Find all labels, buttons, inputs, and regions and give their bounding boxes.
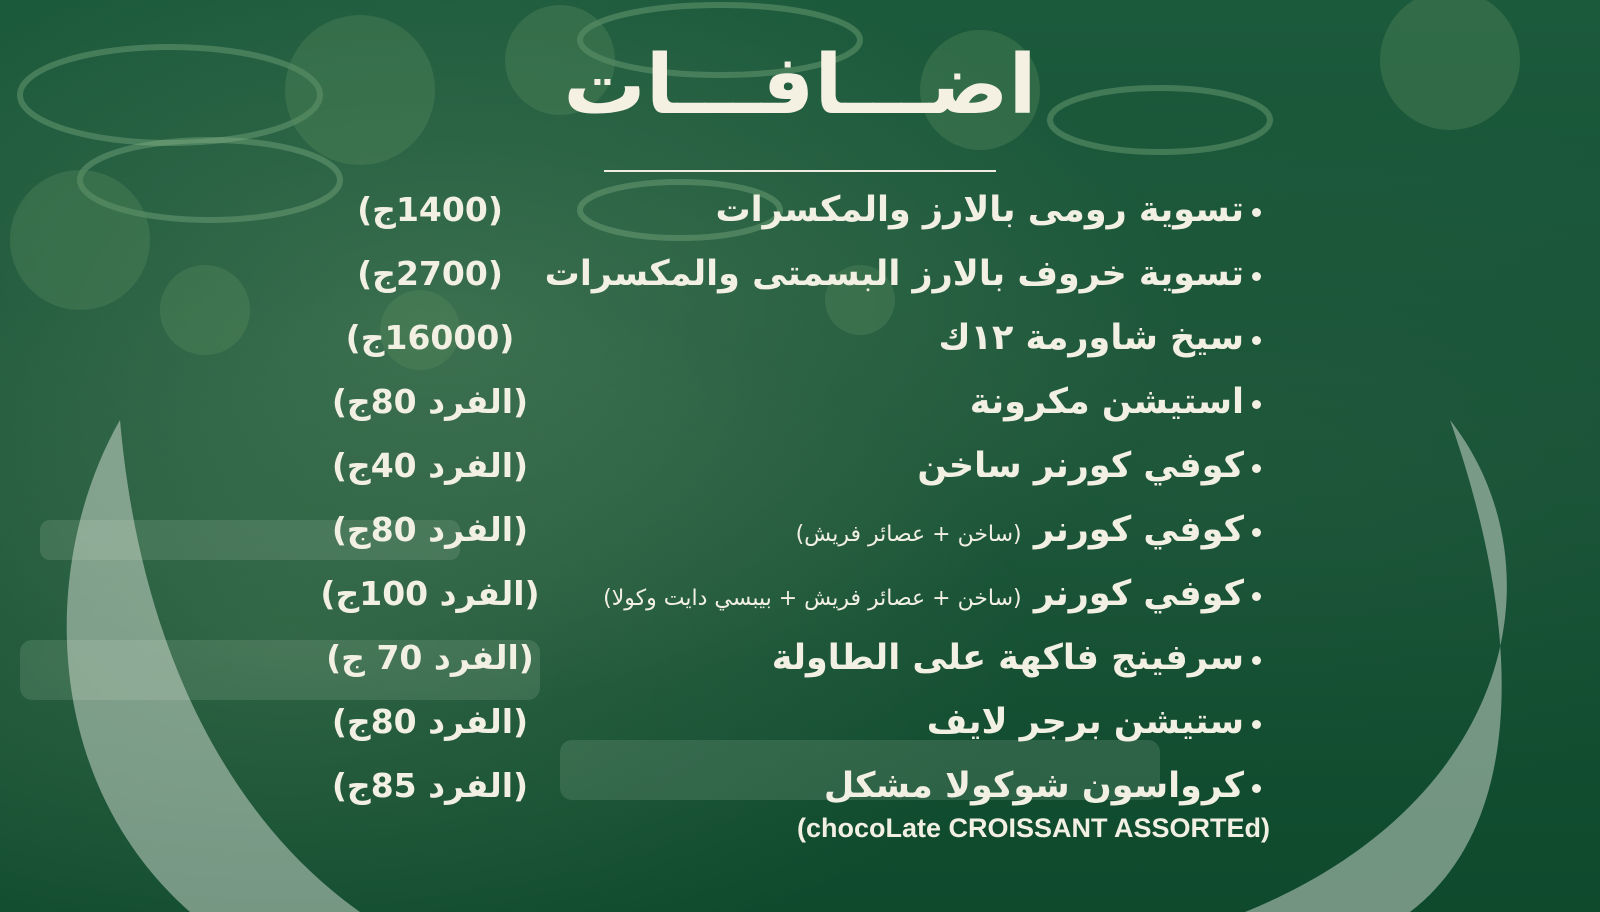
- item-price: (الفرد 40ج): [331, 446, 529, 485]
- item-name: سرفينج فاكهة على الطاولة: [771, 638, 1244, 678]
- bullet-icon: [1252, 400, 1261, 409]
- menu-item: [0, 632, 1600, 688]
- item-price: (الفرد 80ج): [331, 510, 529, 549]
- menu-item: [0, 504, 1600, 560]
- item-name: تسوية رومى بالارز والمكسرات: [715, 190, 1244, 230]
- item-price: (16000ج): [345, 318, 515, 357]
- item-price: (2700ج): [357, 254, 503, 293]
- menu-item: [0, 760, 1600, 816]
- item-detail: (ساخن + عصائر فريش): [795, 522, 1022, 547]
- menu-item: [0, 440, 1600, 496]
- bullet-icon: [1252, 208, 1261, 217]
- item-price: (1400ج): [357, 190, 503, 229]
- item-price: (الفرد 70 ج): [326, 638, 534, 677]
- menu-item: [0, 184, 1600, 240]
- bullet-icon: [1252, 784, 1261, 793]
- bullet-icon: [1252, 656, 1261, 665]
- page-title: اضـــافـــات: [563, 38, 1037, 133]
- menu-item: [0, 696, 1600, 752]
- menu-item: [0, 568, 1600, 624]
- croissant-english-note: (chocoLate CROISSANT ASSORTEd): [796, 813, 1270, 843]
- bullet-icon: [1252, 720, 1261, 729]
- bullet-icon: [1252, 464, 1261, 473]
- item-name: كوفي كورنر (ساخن + عصائر فريش + بيبسي دايت وكولا): [603, 574, 1244, 614]
- item-name: كوفي كورنر ساخن: [917, 446, 1244, 486]
- bullet-icon: [1252, 528, 1261, 537]
- item-price: (الفرد 80ج): [331, 382, 529, 421]
- item-price: (الفرد 80ج): [331, 702, 529, 741]
- item-name: استيشن مكرونة: [969, 382, 1244, 422]
- menu-item: [0, 312, 1600, 368]
- item-detail: (ساخن + عصائر فريش + بيبسي دايت وكولا): [603, 586, 1022, 611]
- title-divider: [604, 170, 996, 172]
- bullet-icon: [1252, 272, 1261, 281]
- bullet-icon: [1252, 592, 1261, 601]
- menu-item: [0, 376, 1600, 432]
- item-name: كرواسون شوكولا مشكل: [823, 766, 1244, 806]
- bullet-icon: [1252, 336, 1261, 345]
- item-name: تسوية خروف بالارز البسمتى والمكسرات: [544, 254, 1244, 294]
- item-name: ستيشن برجر لايف: [926, 702, 1244, 742]
- item-price: (الفرد 85ج): [331, 766, 529, 805]
- item-name: كوفي كورنر (ساخن + عصائر فريش): [795, 510, 1244, 550]
- item-price: (الفرد 100ج): [320, 574, 540, 613]
- item-name: سيخ شاورمة ١٢ك: [938, 318, 1244, 358]
- menu-item: [0, 248, 1600, 304]
